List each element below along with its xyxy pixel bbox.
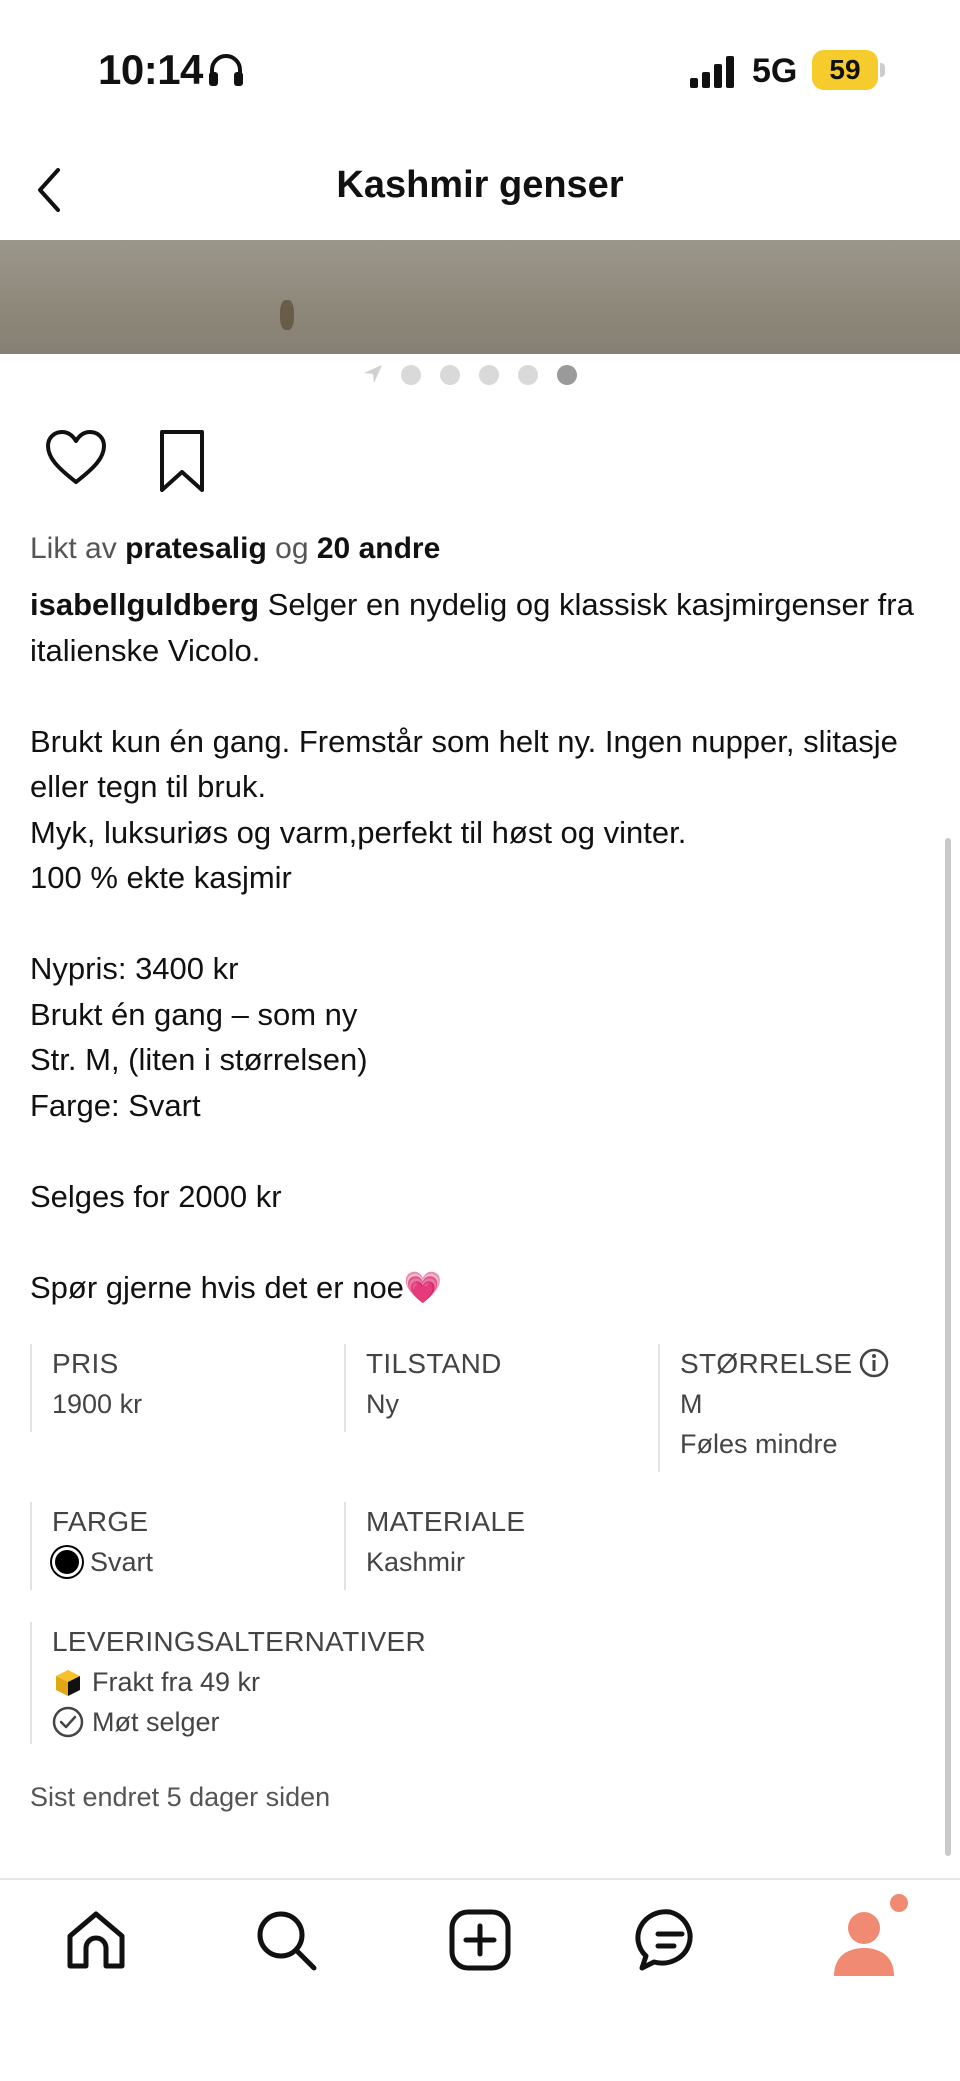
description-line: Str. M, (liten i størrelsen)	[30, 1042, 368, 1077]
description-first-paragraph	[30, 582, 930, 673]
description-first-line: Selger en nydelig og klassisk kasjmirgenser fra italienske Vicolo.	[30, 587, 914, 668]
price-value: 1900 kr	[52, 1389, 143, 1419]
color-swatch	[52, 1547, 82, 1577]
checkmark-circle-icon	[52, 1706, 84, 1738]
attribute-price	[30, 1344, 330, 1432]
meet-seller-label: Møt selger	[92, 1707, 220, 1737]
description-line: Nypris: 3400 kr	[30, 951, 239, 986]
carousel-dot-active[interactable]	[557, 365, 577, 385]
package-icon	[52, 1666, 84, 1698]
battery-indicator: 59	[812, 50, 878, 90]
attribute-delivery	[30, 1622, 630, 1744]
info-icon[interactable]	[858, 1347, 890, 1379]
description-line: 100 % ekte kasjmir	[30, 860, 292, 895]
network-label: 5G	[752, 52, 798, 90]
seller-username[interactable]: isabellguldberg	[30, 587, 260, 622]
description-line: Spør gjerne hvis det er noe💗	[30, 1269, 443, 1305]
description-line: Brukt én gang – som ny	[30, 996, 358, 1032]
product-image[interactable]	[0, 240, 960, 354]
last-updated: Sist endret 5 dager siden	[30, 1782, 331, 1812]
search-icon[interactable]	[250, 1904, 322, 1976]
likes-prefix: Likt av	[30, 532, 117, 565]
bottom-tab-bar	[0, 1878, 960, 2081]
likes-summary[interactable]	[30, 532, 440, 566]
bookmark-icon[interactable]	[154, 428, 210, 494]
size-label: STØRRELSE	[680, 1348, 853, 1379]
description-line: Brukt kun én gang. Fremstår som helt ny. Ingen nupper, slitasje eller tegn til bruk.	[30, 723, 898, 804]
nav-bar	[0, 140, 960, 240]
carousel-dot[interactable]	[401, 365, 421, 385]
carousel-dot[interactable]	[518, 365, 538, 385]
delivery-label: LEVERINGSALTERNATIVER	[52, 1626, 427, 1657]
battery-tip	[880, 63, 885, 77]
image-detail	[280, 300, 294, 330]
status-time: 10:14	[98, 46, 203, 93]
size-note: Føles mindre	[680, 1429, 838, 1459]
attribute-material	[344, 1502, 644, 1590]
attribute-color	[30, 1502, 330, 1590]
notification-dot	[890, 1894, 908, 1912]
description-line: Myk, luksuriøs og varm,perfekt til høst og vinter.	[30, 814, 687, 850]
attribute-size	[658, 1344, 948, 1472]
material-label: MATERIALE	[366, 1506, 526, 1537]
carousel-dot[interactable]	[440, 365, 460, 385]
color-value: Svart	[90, 1547, 154, 1577]
scrollbar[interactable]	[945, 838, 951, 1856]
home-icon[interactable]	[60, 1904, 132, 1976]
color-label: FARGE	[52, 1506, 149, 1537]
color-value-row	[52, 1542, 330, 1582]
condition-label: TILSTAND	[366, 1348, 502, 1379]
price-label: PRIS	[52, 1348, 119, 1379]
description-line: Farge: Svart	[30, 1087, 201, 1123]
size-value: M	[680, 1389, 703, 1419]
signal-icon	[690, 56, 736, 88]
description-line	[30, 1219, 930, 1265]
description-line	[30, 673, 930, 719]
shipping-option[interactable]	[52, 1662, 630, 1702]
condition-value: Ny	[366, 1389, 399, 1419]
carousel-dot[interactable]	[479, 365, 499, 385]
add-icon[interactable]	[444, 1904, 516, 1976]
page-title: Kashmir genser	[336, 164, 624, 206]
description-line	[30, 901, 930, 947]
heart-icon[interactable]	[44, 428, 108, 488]
liked-by-user[interactable]: pratesalig	[125, 532, 267, 565]
description-line: Selges for 2000 kr	[30, 1178, 282, 1214]
location-arrow-icon	[362, 363, 384, 385]
material-value: Kashmir	[366, 1547, 466, 1577]
profile-icon[interactable]	[826, 1902, 902, 1978]
size-label-row	[680, 1344, 948, 1384]
likes-middle: og	[275, 532, 309, 565]
shipping-label: Frakt fra 49 kr	[92, 1667, 261, 1697]
listing-description	[30, 582, 930, 1310]
likes-others[interactable]: 20 andre	[316, 532, 441, 565]
messages-icon[interactable]	[634, 1904, 706, 1976]
carousel-indicator	[0, 360, 960, 390]
description-line	[30, 1128, 930, 1174]
headphones-icon	[206, 52, 246, 88]
status-bar	[0, 0, 960, 140]
attribute-condition	[344, 1344, 644, 1432]
meet-seller-option[interactable]	[52, 1702, 630, 1742]
